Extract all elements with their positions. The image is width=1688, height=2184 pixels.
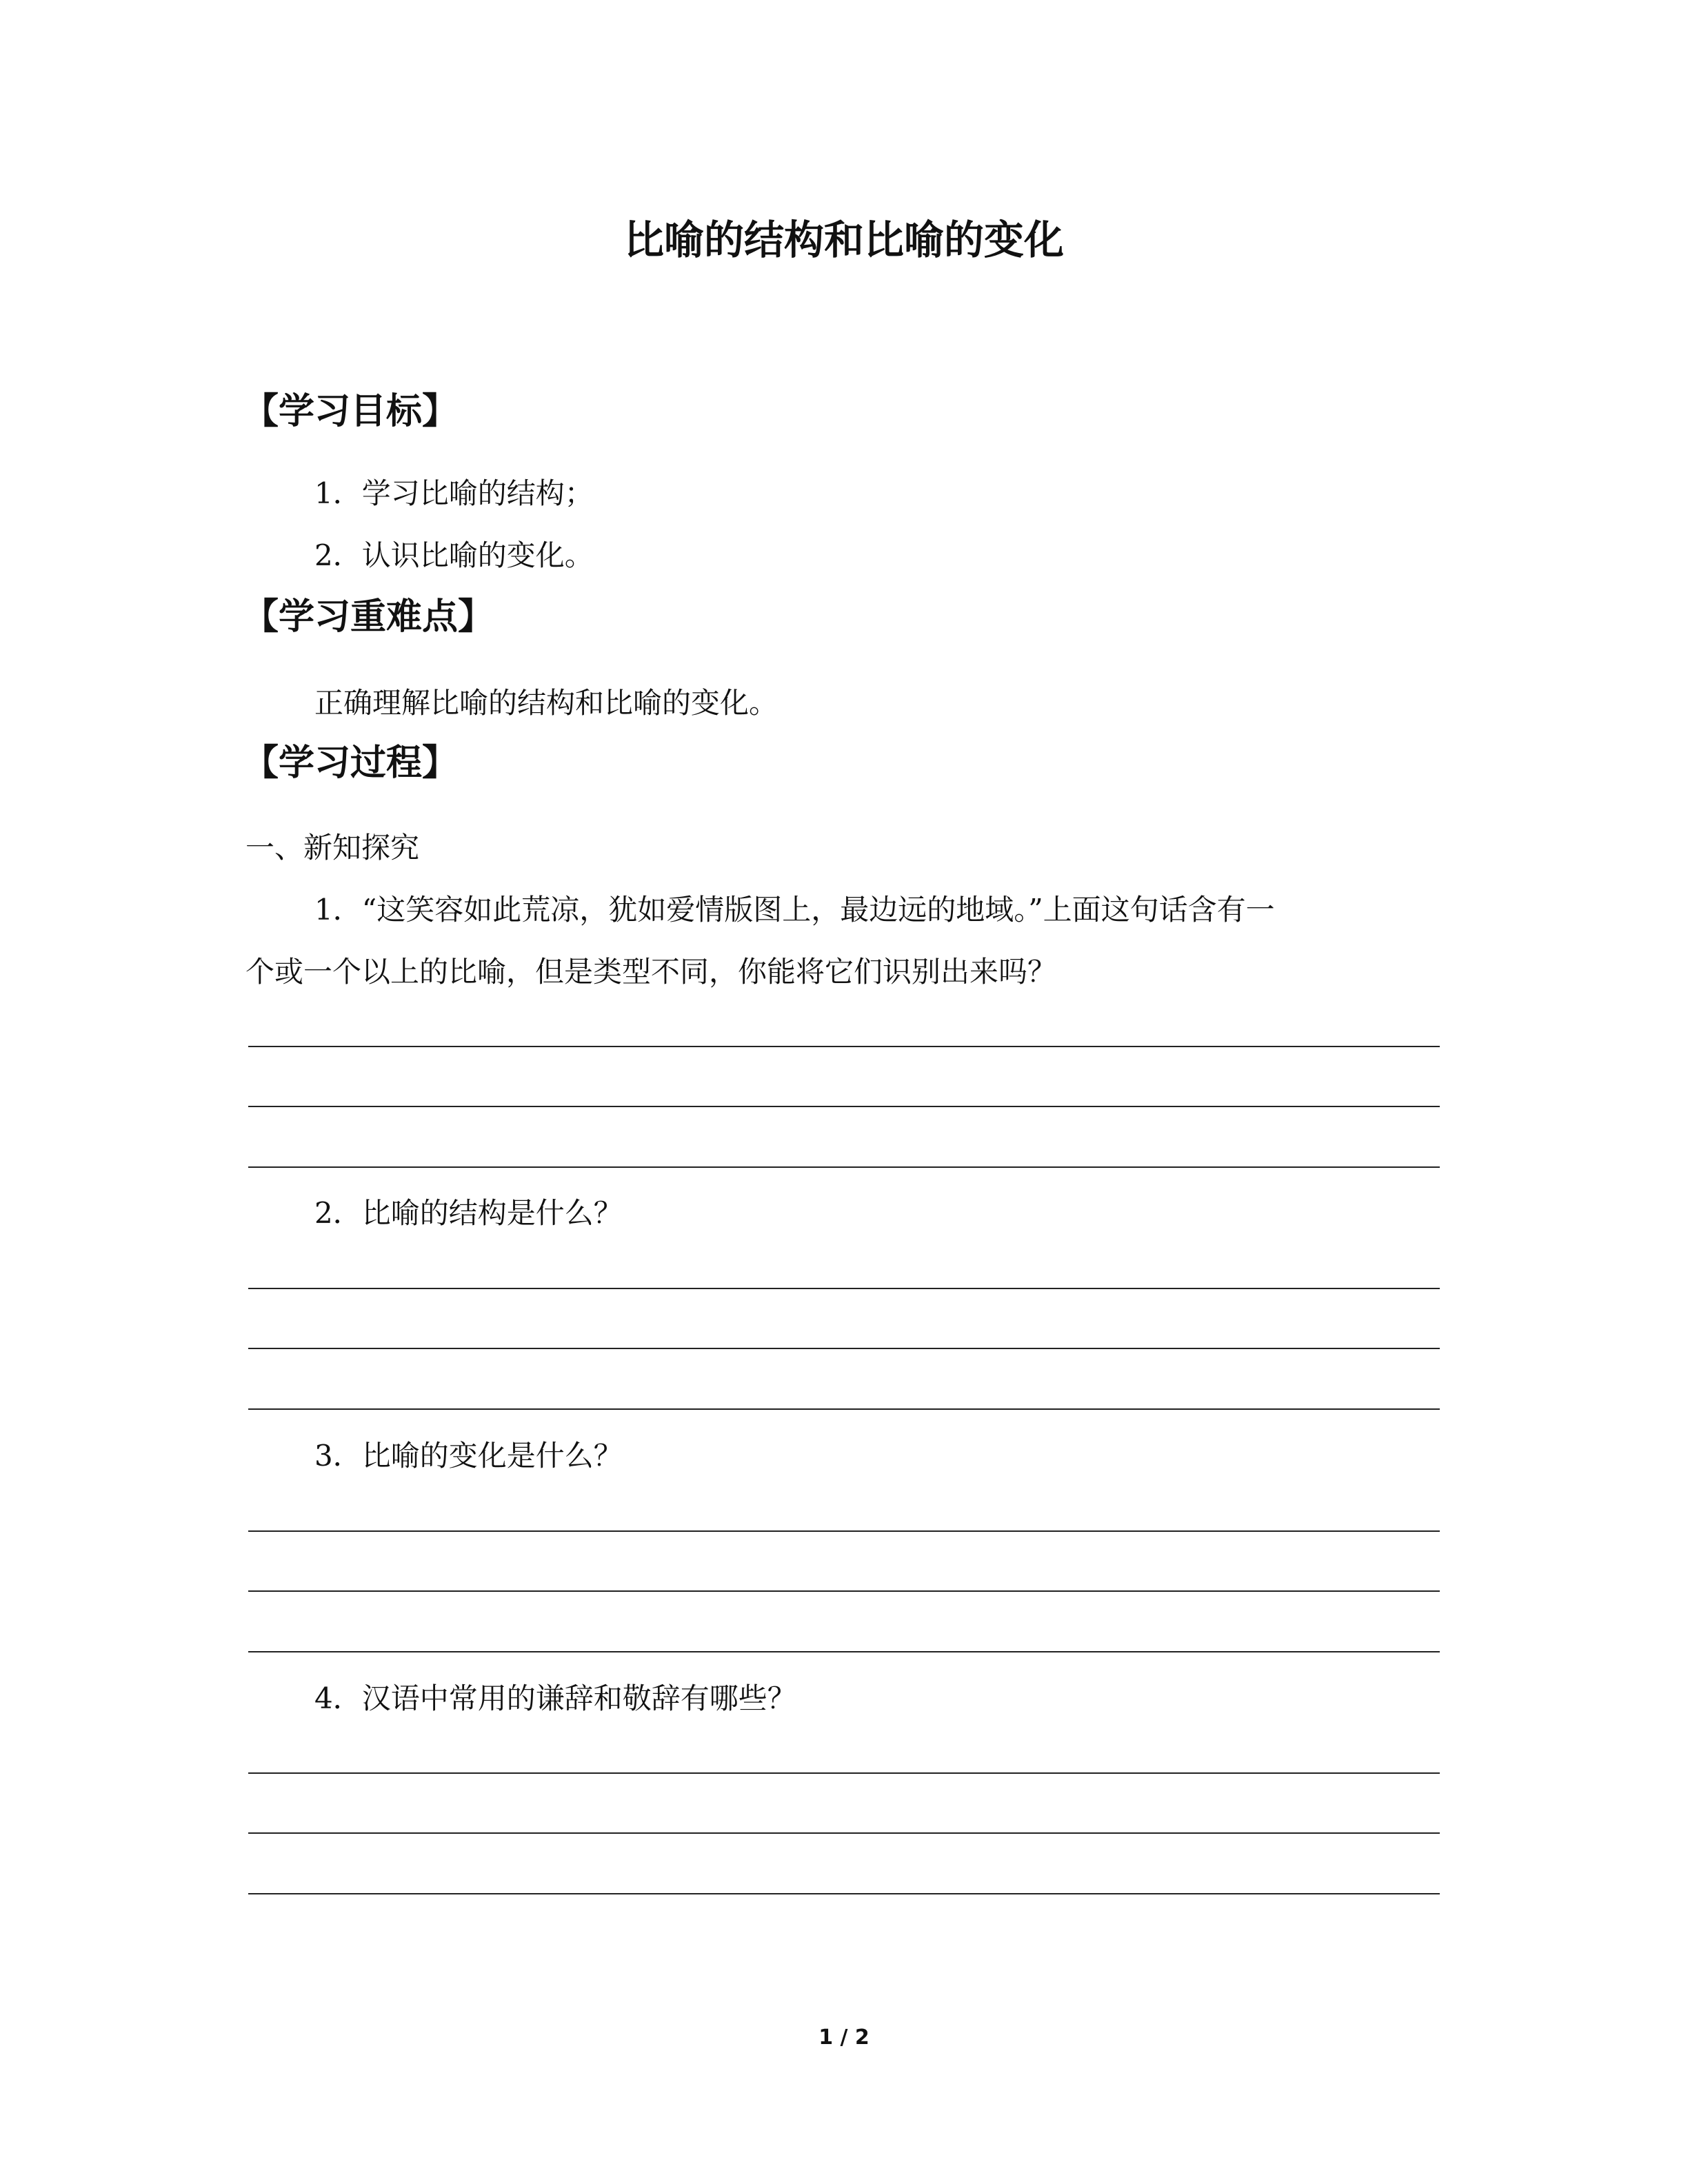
answer-line[interactable]: [248, 1046, 1440, 1047]
answer-line[interactable]: [248, 1893, 1440, 1894]
answer-line[interactable]: [248, 1166, 1440, 1168]
answer-line[interactable]: [248, 1288, 1440, 1289]
difficulty-text: 正确理解比喻的结构和比喻的变化。: [314, 686, 778, 720]
goal-item: 2．认识比喻的变化。: [314, 538, 594, 572]
question-1-line-1: 1．“这笑容如此荒凉，犹如爱情版图上，最边远的地域。”上面这句话含有一: [314, 893, 1275, 927]
answer-line[interactable]: [248, 1651, 1440, 1652]
question-4: 4．汉语中常用的谦辞和敬辞有哪些？: [314, 1681, 796, 1715]
goal-item: 1．学习比喻的结构；: [314, 476, 594, 510]
answer-line[interactable]: [248, 1832, 1440, 1834]
section-heading-process: 【学习过程】: [243, 742, 459, 784]
section-heading-difficulty: 【学习重难点】: [243, 596, 494, 638]
answer-line[interactable]: [248, 1348, 1440, 1349]
question-2: 2．比喻的结构是什么？: [314, 1196, 623, 1230]
page-number: 1 / 2: [818, 2025, 870, 2050]
answer-line[interactable]: [248, 1530, 1440, 1532]
answer-line[interactable]: [248, 1772, 1440, 1774]
subsection-heading: 一、新知探究: [245, 831, 420, 865]
section-heading-goals: 【学习目标】: [243, 391, 459, 432]
document-title: 比喻的结构和比喻的变化: [623, 216, 1064, 263]
answer-line[interactable]: [248, 1106, 1440, 1107]
question-1-line-2: 个或一个以上的比喻，但是类型不同，你能将它们识别出来吗？: [245, 955, 1057, 989]
answer-line[interactable]: [248, 1408, 1440, 1410]
question-3: 3．比喻的变化是什么？: [314, 1439, 623, 1473]
answer-line[interactable]: [248, 1590, 1440, 1592]
